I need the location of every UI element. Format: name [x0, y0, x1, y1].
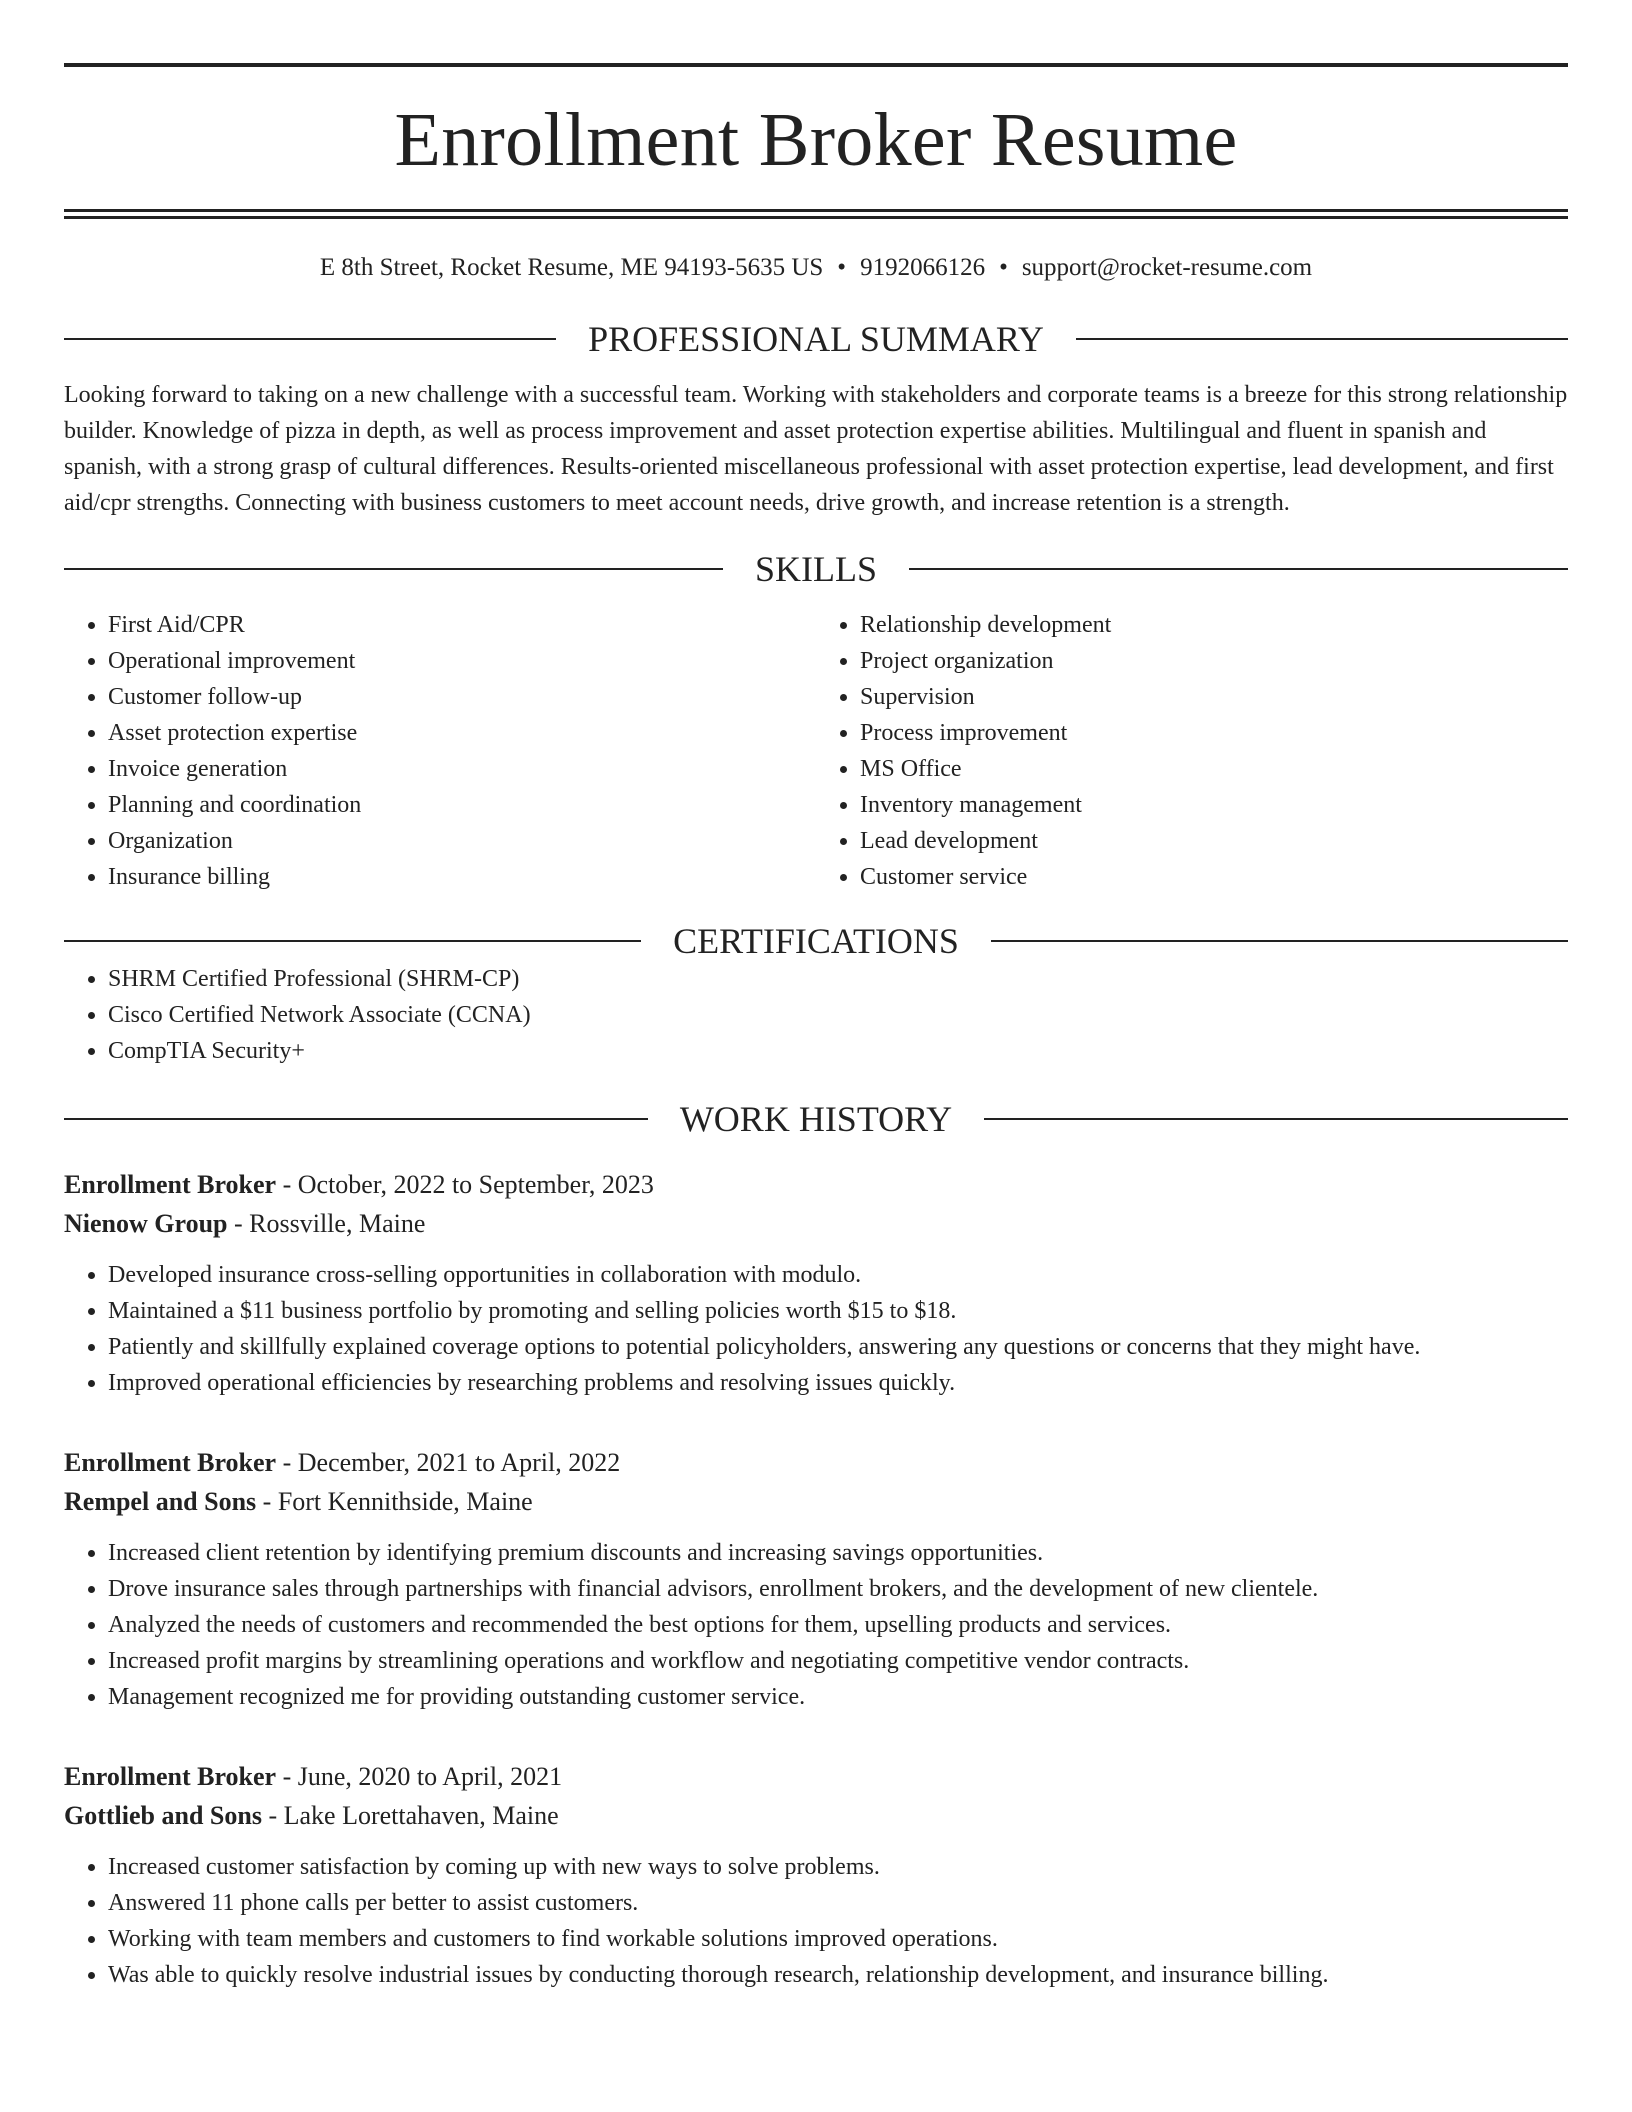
job-bullet: • Answered 11 phone calls per better to assist customers. [108, 1885, 1568, 1921]
section-header-summary [64, 319, 1568, 359]
section-header-certifications [64, 921, 1568, 961]
job-bullet: • Increased customer satisfaction by coming up with new ways to solve problems. [108, 1849, 1568, 1885]
skill-item: • Customer service [860, 859, 1568, 895]
contact-email: support@rocket-resume.com [1021, 254, 1313, 281]
job-entry [64, 1443, 1568, 1715]
certifications-list [64, 961, 1568, 1069]
section-rule [1076, 338, 1568, 340]
job-bullet: • Drove insurance sales through partnerships with financial advisors, enrollment brokers, and the development of new clientele. [108, 1571, 1568, 1607]
skill-item: • Planning and coordination [108, 787, 816, 823]
contact-separator: • [837, 254, 847, 281]
section-header-work-history [64, 1099, 1568, 1139]
top-rule [64, 63, 1568, 67]
job-company-line [64, 1204, 1568, 1243]
job-bullet: • Increased client retention by identifying premium discounts and increasing savings opportunities. [108, 1535, 1568, 1571]
job-bullets [64, 1535, 1568, 1715]
job-bullets [64, 1257, 1568, 1401]
contact-phone: 9192066126 [860, 254, 986, 281]
job-company: Rempel and Sons [64, 1487, 257, 1516]
skill-item: • Project organization [860, 643, 1568, 679]
section-rule [991, 940, 1568, 942]
resume-title: Enrollment Broker Resume [394, 98, 1238, 182]
skill-item: • Insurance billing [108, 859, 816, 895]
skills-columns [64, 607, 1568, 895]
job-title: Enrollment Broker [64, 1170, 277, 1199]
skills-list-right [816, 607, 1568, 895]
section-title-summary: PROFESSIONAL SUMMARY [588, 319, 1044, 359]
job-entry [64, 1757, 1568, 1993]
job-title: Enrollment Broker [64, 1762, 277, 1791]
job-title-line [64, 1443, 1568, 1482]
job-company: Gottlieb and Sons [64, 1801, 262, 1830]
section-title-skills: SKILLS [755, 549, 878, 589]
section-rule [64, 1118, 648, 1120]
skills-list-left [64, 607, 816, 895]
contact-separator: • [999, 254, 1008, 281]
certification-item: • CompTIA Security+ [108, 1033, 1568, 1069]
job-bullet: • Management recognized me for providing outstanding customer service. [108, 1679, 1568, 1715]
job-company: Nienow Group [64, 1209, 228, 1238]
title-double-rule [64, 209, 1568, 219]
job-bullet: • Increased profit margins by streamlining operations and workflow and negotiating competitive vendor contracts. [108, 1643, 1568, 1679]
section-header-skills [64, 549, 1568, 589]
resume-page [64, 63, 1568, 1993]
job-company-line [64, 1796, 1568, 1835]
section-rule [64, 568, 723, 570]
job-location: - Lake Lorettahaven, Maine [261, 1801, 559, 1830]
job-bullet: • Improved operational efficiencies by researching problems and resolving issues quickly. [108, 1365, 1568, 1401]
skill-item: • Inventory management [860, 787, 1568, 823]
job-bullet: • Was able to quickly resolve industrial issues by conducting thorough research, relationship development, and insurance billing. [108, 1957, 1568, 1993]
job-title: Enrollment Broker [64, 1448, 277, 1477]
skill-item: • Relationship development [860, 607, 1568, 643]
skill-item: • Process improvement [860, 715, 1568, 751]
professional-summary-text: Looking forward to taking on a new challenge with a successful team. Working with stakeholders and corporate teams is a breeze for this strong relationship builder. Knowledge of pizza in depth, as well as process improvement and asset protection expertise abilities. Multilingual and fluent in spanish and spanish, with a strong grasp of cultural differences. Results-oriented miscellaneous professional with asset protection expertise, lead development, and first aid/cpr strengths. Connecting with business customers to meet account needs, drive growth, and increase retention is a strength. [64, 382, 1568, 516]
section-rule [909, 568, 1568, 570]
section-title-certifications: CERTIFICATIONS [673, 921, 959, 961]
skill-item: • MS Office [860, 751, 1568, 787]
section-rule [984, 1118, 1568, 1120]
job-bullet: • Analyzed the needs of customers and recommended the best options for them, upselling products and services. [108, 1607, 1568, 1643]
job-title-line [64, 1757, 1568, 1796]
skill-item: • First Aid/CPR [108, 607, 816, 643]
skill-item: • Supervision [860, 679, 1568, 715]
job-bullet: • Working with team members and customers to find workable solutions improved operations. [108, 1921, 1568, 1957]
job-company-line [64, 1482, 1568, 1521]
job-dates: - December, 2021 to April, 2022 [276, 1448, 621, 1477]
job-location: - Fort Kennithside, Maine [256, 1487, 533, 1516]
job-bullets [64, 1849, 1568, 1993]
skill-item: • Lead development [860, 823, 1568, 859]
certification-item: • SHRM Certified Professional (SHRM-CP) [108, 961, 1568, 997]
job-bullet: • Maintained a $11 business portfolio by promoting and selling policies worth $15 to $18. [108, 1293, 1568, 1329]
job-entry [64, 1165, 1568, 1401]
skill-item: • Invoice generation [108, 751, 816, 787]
job-bullet: • Developed insurance cross-selling opportunities in collaboration with modulo. [108, 1257, 1568, 1293]
skill-item: • Organization [108, 823, 816, 859]
work-history-list [64, 1165, 1568, 1993]
contact-address: E 8th Street, Rocket Resume, ME 94193-5635 US [319, 254, 824, 281]
contact-line [64, 253, 1568, 283]
job-dates: - June, 2020 to April, 2021 [276, 1762, 563, 1791]
skill-item: • Operational improvement [108, 643, 816, 679]
job-bullet: • Patiently and skillfully explained coverage options to potential policyholders, answering any questions or concerns that they might have. [108, 1329, 1568, 1365]
job-title-line [64, 1165, 1568, 1204]
section-title-work-history: WORK HISTORY [679, 1099, 953, 1139]
skill-item: • Customer follow-up [108, 679, 816, 715]
job-dates: - October, 2022 to September, 2023 [276, 1170, 654, 1199]
section-rule [64, 940, 641, 942]
section-rule [64, 338, 556, 340]
job-location: - Rossville, Maine [227, 1209, 426, 1238]
skill-item: • Asset protection expertise [108, 715, 816, 751]
certification-item: • Cisco Certified Network Associate (CCNA) [108, 997, 1568, 1033]
